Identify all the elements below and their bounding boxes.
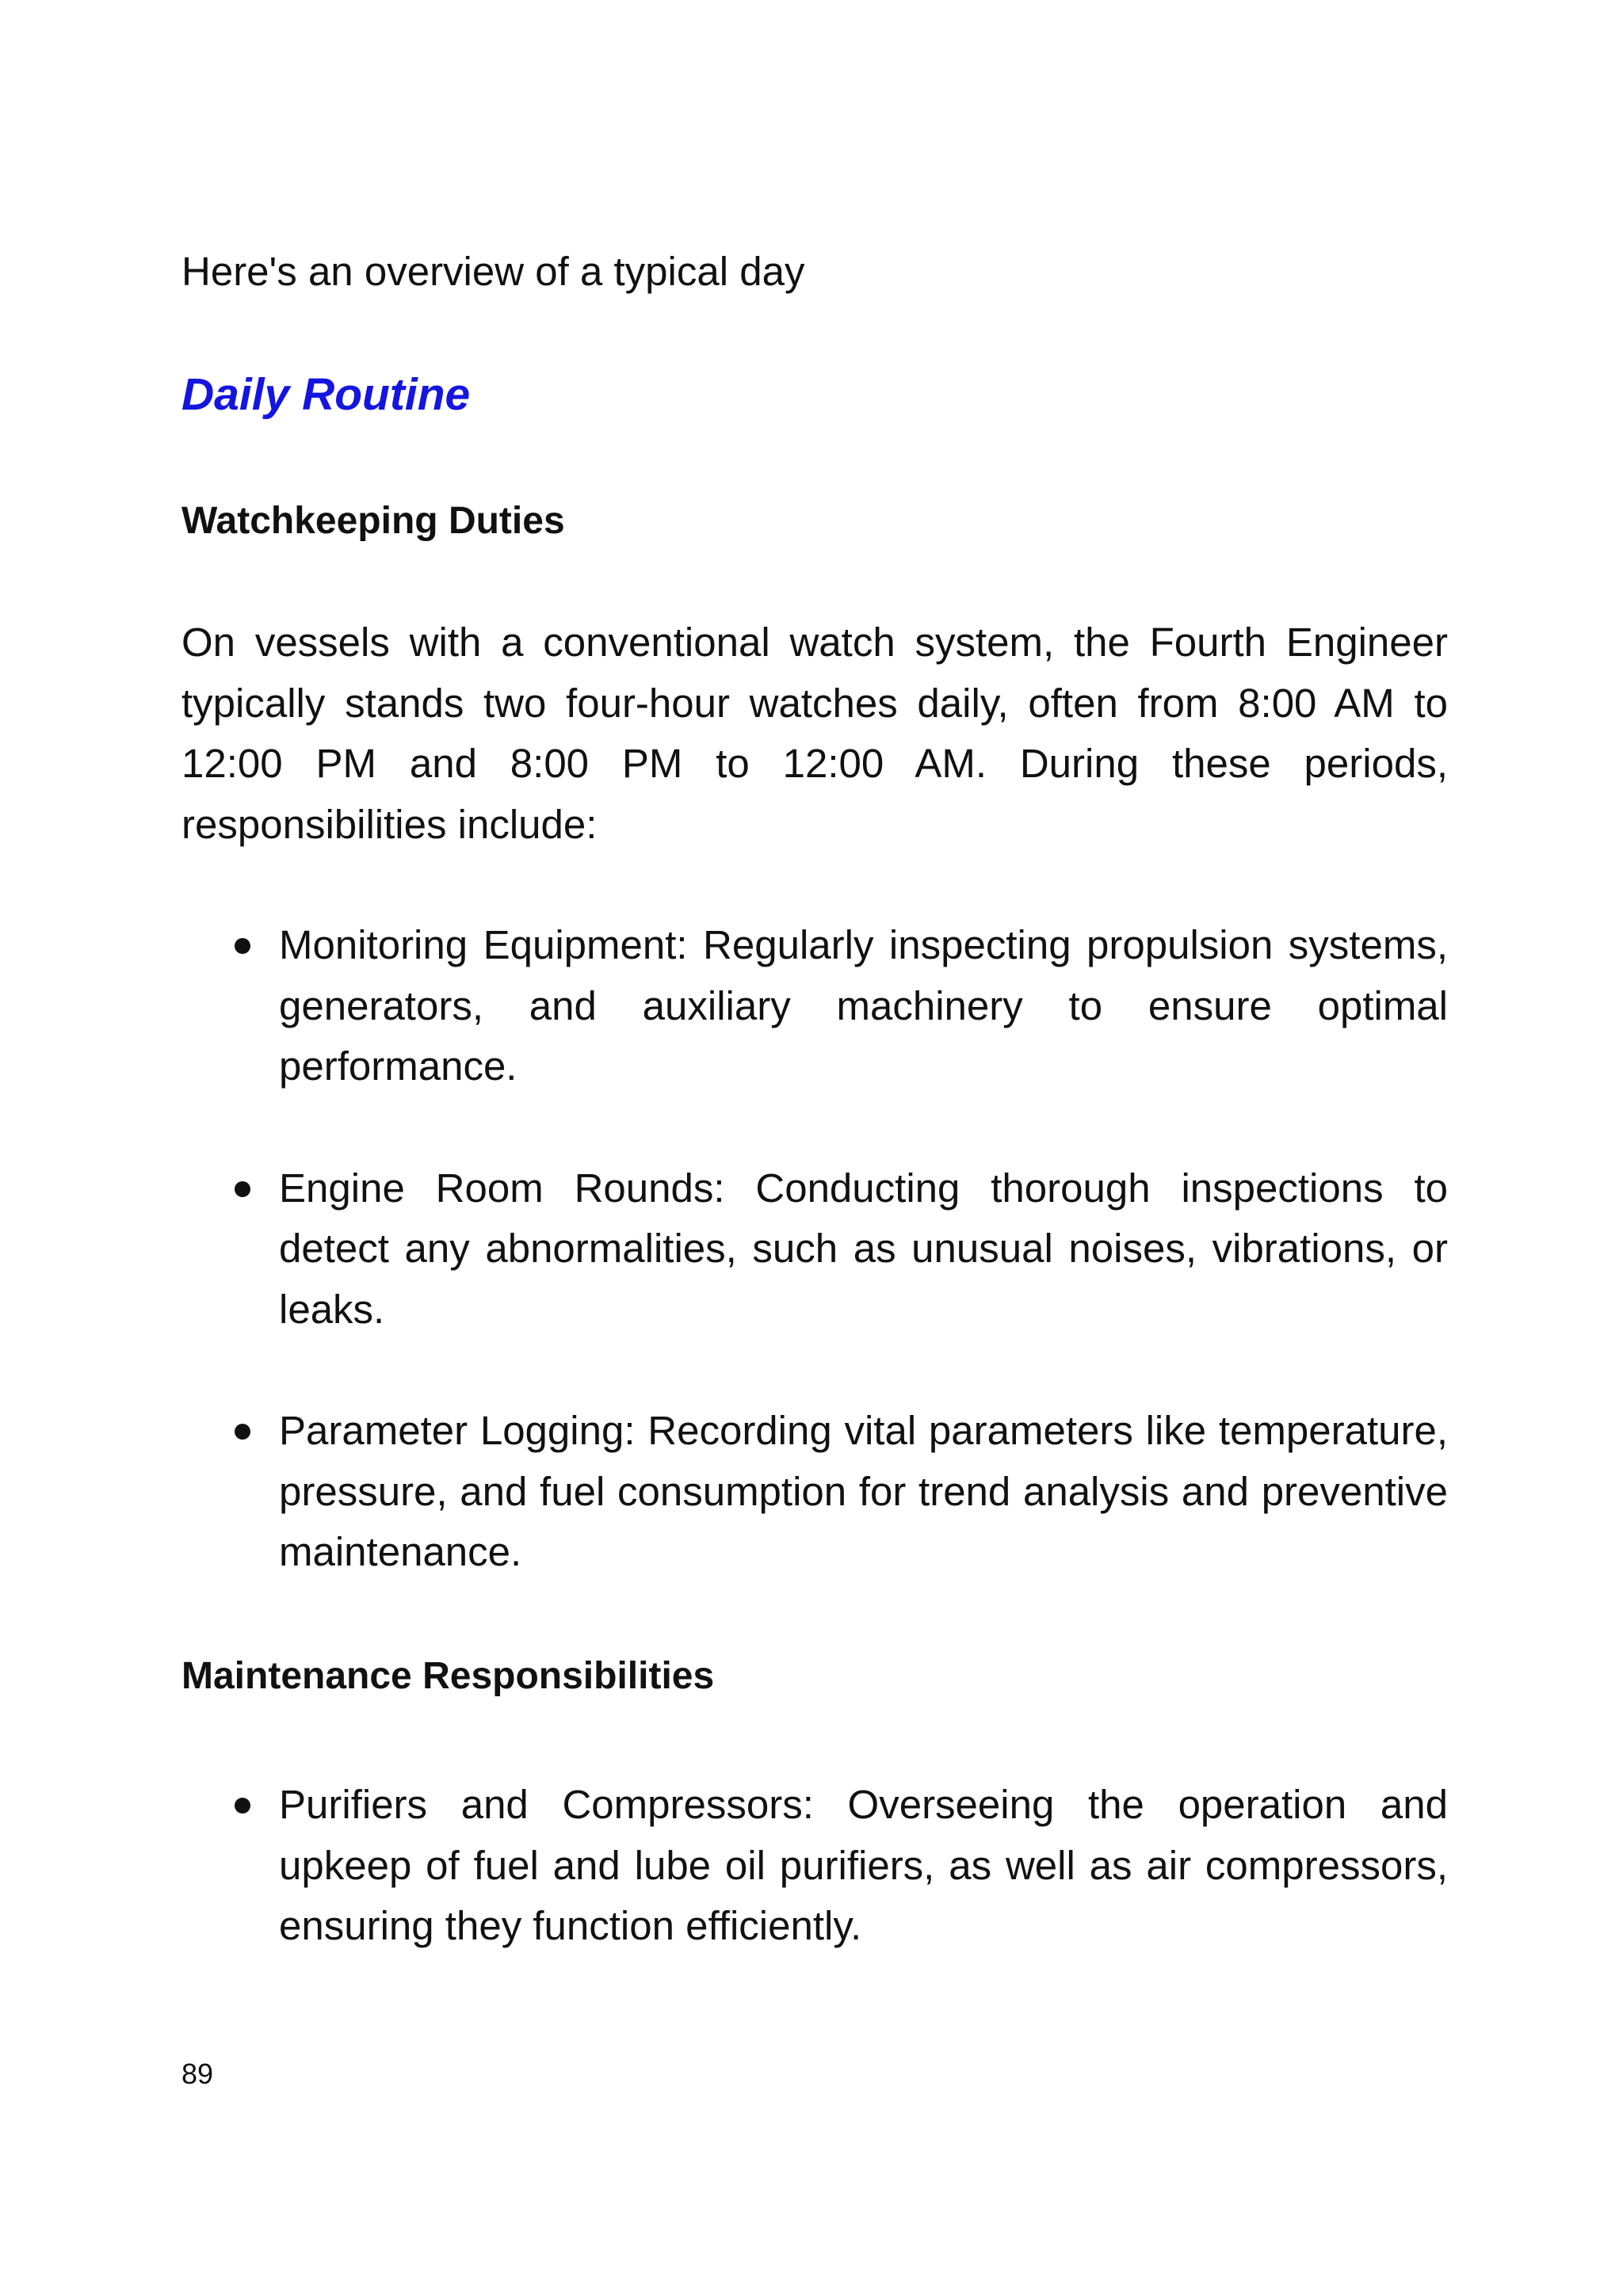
maintenance-list xyxy=(181,1775,1448,2018)
watchkeeping-list xyxy=(181,915,1448,1644)
page-number: 89 xyxy=(181,2058,214,2090)
list-item-text: Monitoring Equipment: Regularly inspecting propulsion systems, generators, and auxiliary machinery to ensure optimal performance. xyxy=(279,922,1448,1089)
bullet-icon xyxy=(235,1424,250,1440)
list-item-text: Engine Room Rounds: Conducting thorough inspections to detect any abnormalities, such as unusual noises, vibrations, or leaks. xyxy=(279,1165,1448,1332)
intro-text: Here's an overview of a typical day xyxy=(181,249,805,294)
list-item xyxy=(181,915,1448,1097)
bullet-icon xyxy=(235,1181,250,1197)
watchkeeping-heading: Watchkeeping Duties xyxy=(181,500,565,542)
section-title: Daily Routine xyxy=(181,369,471,420)
bullet-icon xyxy=(235,1798,250,1814)
list-item-text: Parameter Logging: Recording vital parameters like temperature, pressure, and fuel consumption for trend analysis and preventive maintenance. xyxy=(279,1408,1448,1574)
list-item xyxy=(181,1775,1448,1957)
watchkeeping-paragraph: On vessels with a conventional watch system, the Fourth Engineer typically stands two four-hour watches daily, often from 8:00 AM to 12:00 PM and 8:00 PM to 12:00 AM. During these periods, responsibilities include: xyxy=(181,620,1448,847)
maintenance-heading: Maintenance Responsibilities xyxy=(181,1655,715,1697)
bullet-icon xyxy=(235,938,250,954)
list-item xyxy=(181,1158,1448,1341)
list-item xyxy=(181,1401,1448,1583)
list-item-text: Purifiers and Compressors: Overseeing the operation and upkeep of fuel and lube oil purifiers, as well as air compressors, ensuring they function efficiently. xyxy=(279,1782,1448,1948)
